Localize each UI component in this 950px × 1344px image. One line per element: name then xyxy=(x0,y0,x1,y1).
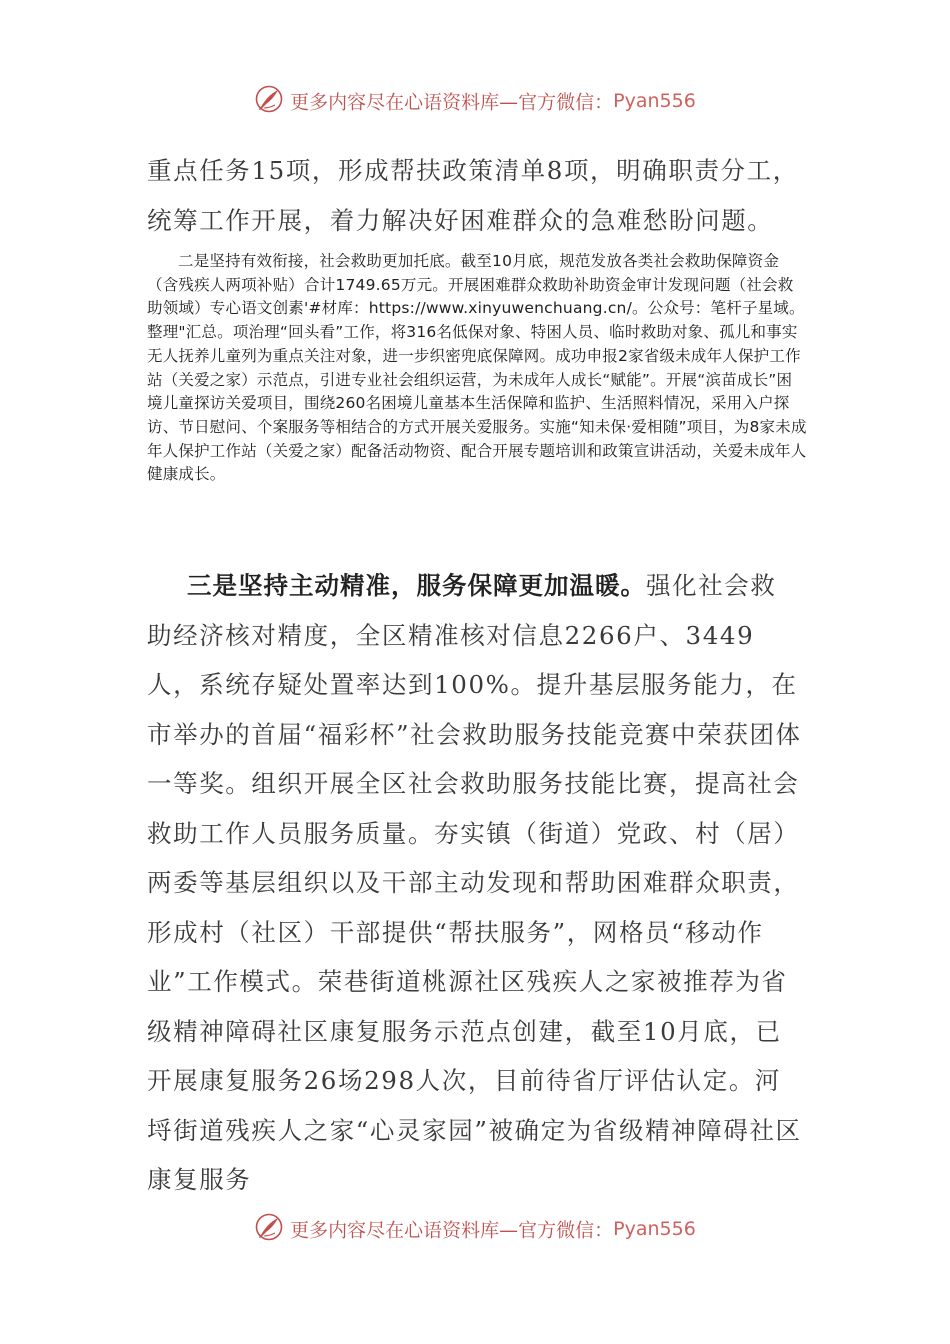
paragraph-continuation: 重点任务15项，形成帮扶政策清单8项，明确职责分工，统筹工作开展，着力解决好困难群众的急难愁盼问题。 xyxy=(147,156,799,235)
header-banner-text: 更多内容尽在心语资料库—官方微信： xyxy=(290,91,614,114)
paragraph-body: 强化社会救助经济核对精度，全区精准核对信息2266户、3449人，系统存疑处置率达到100%。提升基层服务能力，在市举办的首届“福彩杯”社会救助服务技能竞赛中荣获团体一等奖。组织开展全区社会救助服务技能比赛，提高社会救助工作人员服务质量。夯实镇（街道）党政、村（居）两委等基层组织以及干部主动发现和帮助困难群众职责，形成村（社区）干部提供“帮扶服务”，网格员“移动作业”工作模式。荣巷街道桃源社区残疾人之家被推荐为省级精神障碍社区康复服务示范点创建，截至10月底，已开展康复服务26场298人次，目前待省厅评估认定。河埒街道残疾人之家“心灵家园”被确定为省级精神障碍社区康复服务 xyxy=(147,571,802,1194)
footer-wechat-id: Pyan556 xyxy=(613,1218,696,1240)
footer-banner-text: 更多内容尽在心语资料库—官方微信： xyxy=(290,1219,614,1242)
paragraph-social-assistance: 二是坚持有效衔接，社会救助更加托底。截至10月底，规范发放各类社会救助保障资金（含残疾人两项补贴）合计1749.65万元。开展困难群众救助补助资金审计发现问题（社会救助领域）专心语文创素'#材库：https://www.xinyuwenchuang.cn/。公众号：笔杆子星域。整理"汇总。项治理“回头看”工作，将316名低保对象、特困人员、临时救助对象、孤儿和事实无人抚养儿童列为重点关注对象，进一步织密兜底保障网。成功申报2家省级未成年人保护工作站（关爱之家）示范点，引进专业社会组织运营，为未成年人成长“赋能”。开展“滨苗成长”困境儿童探访关爱项目，围绕260名困境儿童基本生活保障和监护、生活照料情况，采用入户探访、节日慰问、个案服务等相结合的方式开展关爱服务。实施“知未保·爱相随”项目，为8家未成年人保护工作站（关爱之家）配备活动物资、配合开展专题培训和政策宣讲活动，关爱未成年人健康成长。 xyxy=(147,252,807,484)
footer-banner xyxy=(0,1214,950,1244)
quill-pen-logo-icon xyxy=(254,84,284,114)
paragraph-service-guarantee xyxy=(147,561,802,1205)
paragraph-lead-heading: 三是坚持主动精准，服务保障更加温暖。 xyxy=(187,571,646,600)
header-wechat-id: Pyan556 xyxy=(613,90,696,112)
quill-pen-logo-icon xyxy=(254,1212,284,1242)
header-banner xyxy=(0,86,950,116)
